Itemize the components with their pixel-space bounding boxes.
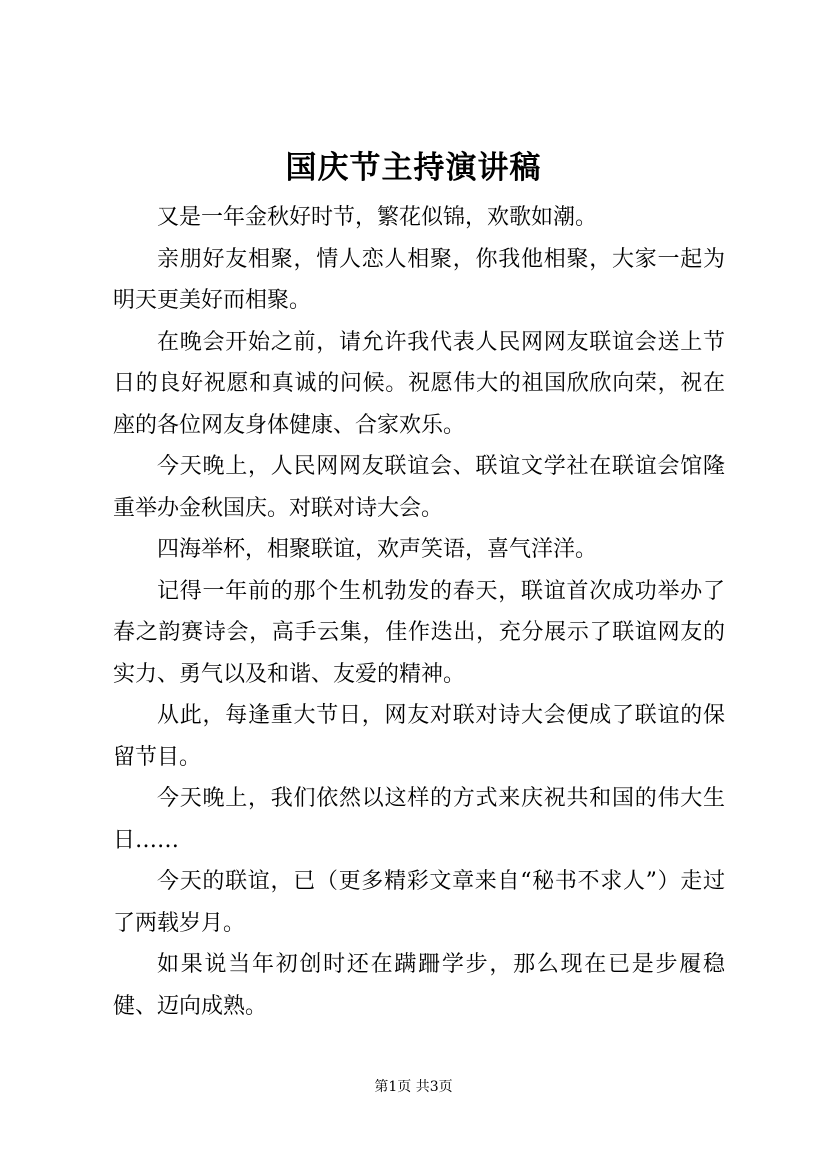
paragraph: 记得一年前的那个生机勃发的春天，联谊首次成功举办了春之韵赛诗会，高手云集，佳作迭出，充分展示了联谊网友的实力、勇气以及和谐、友爱的精神。 <box>113 578 725 687</box>
paragraph: 四海举杯，相聚联谊，欢声笑语，喜气洋洋。 <box>157 537 598 562</box>
page-footer: 第1页 共3页 <box>374 1079 453 1095</box>
paragraph: 今天晚上，我们依然以这样的方式来庆祝共和国的伟大生日…… <box>113 786 725 853</box>
paragraph: 如果说当年初创时还在蹒跚学步，那么现在已是步履稳健、迈向成熟。 <box>113 952 725 1019</box>
paragraph: 亲朋好友相聚，情人恋人相聚，你我他相聚，大家一起为明天更美好而相聚。 <box>113 246 725 313</box>
document-body <box>113 197 725 1027</box>
paragraph: 今天晚上，人民网网友联谊会、联谊文学社在联谊会馆隆重举办金秋国庆。对联对诗大会。 <box>113 454 725 521</box>
paragraph: 从此，每逢重大节日，网友对联对诗大会便成了联谊的保留节目。 <box>113 703 725 770</box>
paragraph: 又是一年金秋好时节，繁花似锦，欢歌如潮。 <box>157 205 598 230</box>
paragraph: 今天的联谊，已（更多精彩文章来自“秘书不求人”）走过了两载岁月。 <box>113 869 725 936</box>
paragraph: 在晚会开始之前，请允许我代表人民网网友联谊会送上节日的良好祝愿和真诚的问候。祝愿伟大的祖国欣欣向荣，祝在座的各位网友身体健康、合家欢乐。 <box>113 329 725 438</box>
document-title: 国庆节主持演讲稿 <box>285 150 542 186</box>
